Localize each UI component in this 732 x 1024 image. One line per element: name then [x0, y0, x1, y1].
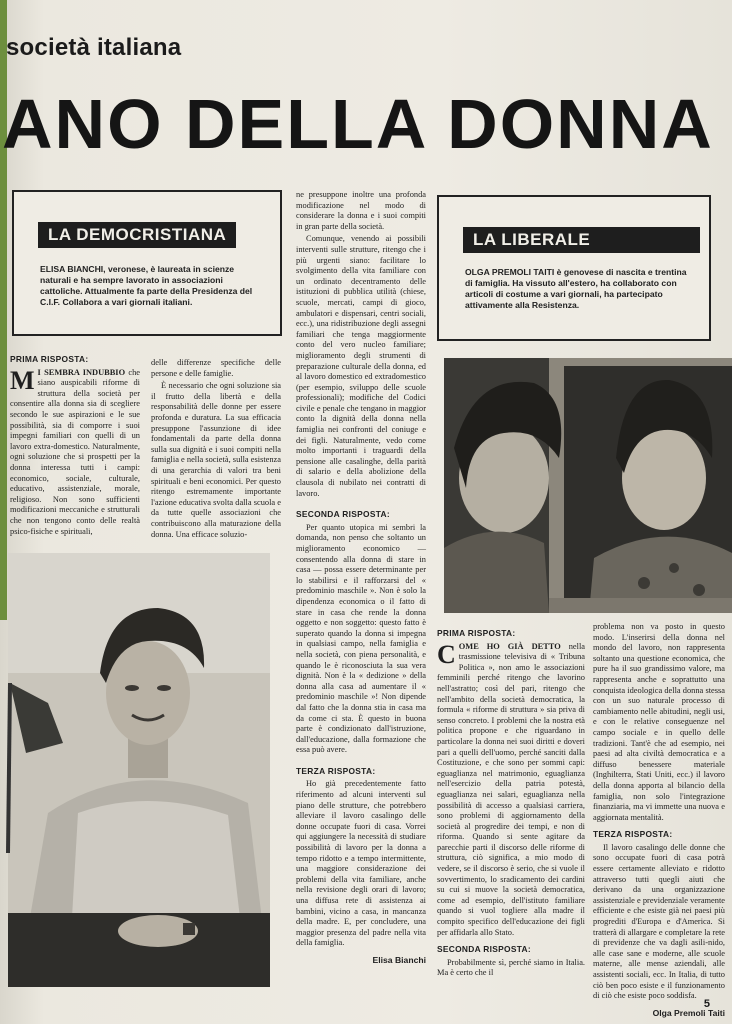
- first-answer-heading: PRIMA RISPOSTA:: [437, 628, 516, 638]
- column-4: [437, 622, 585, 994]
- body-text: che siano auspicabili riforme di struttura della società per consentire alla donna sia di scegliere secondo le sue aspirazioni e le sue possibilità, sia di comporre i suoi impegni familiari con quelli di un lavoro extra-domestico. Naturalmente, ogni soluzione che si prospetti per la donna interessa tutti i campi: economico, sociale, culturale, educativo, assistenziale, morale, religioso. Non sono sufficienti modificazioni meccaniche e strutturali che non tengono conto delle realtà psico-fisiche e spirituali,: [10, 367, 140, 536]
- dropcap: M: [10, 365, 35, 395]
- signature-premoli-taiti: Olga Premoli Taiti: [652, 1007, 725, 1018]
- signature-bianchi: Elisa Bianchi: [372, 954, 426, 965]
- column-5: [593, 622, 725, 1018]
- portrait-with-mirror-illustration: [444, 358, 732, 613]
- page-number: 5: [703, 998, 710, 1010]
- column-1: [10, 348, 140, 540]
- paragraph: Il lavoro casalingo delle donne che sono occupate fuori di casa potrà essere certamente alleviato e ridotto attraverso tutti quegli aiuti che derivano da una organizzazione assistenziale e previdenziale veramente efficiente e che esiste già nei paesi più progrediti d'Europa e d'America. Si tratterà di allargare e completare la rete di previdenze che va dagli asili-nido, alle case sane e moderne, alle scuole materne, alle mense aziendali, alle assistenti sociali, ecc. In Italia, di tutto ciò ben poco esiste e il funzionamento di ciò che esiste poco soddisfa.: [593, 842, 725, 1001]
- page-headline: ANO DELLA DONNA: [2, 85, 714, 163]
- paragraph: [437, 639, 586, 939]
- third-answer-heading: TERZA RISPOSTA:: [296, 765, 376, 776]
- first-answer-heading: PRIMA RISPOSTA:: [10, 354, 89, 364]
- paragraph: È necessario che ogni soluzione sia il frutto della libertà e della responsabilità delle donne per essere profonda e duratura. La sua efficacia presuppone l'assunzione di idee fondamentali da parte della donna sulla sua dignità e i suoi compiti nella famiglia e nella società, sulla esistenza di una gerarchia di valori tra beni spirituali e beni economici. Per questo ritengo estremamente importante l'azione educativa svolta dalla scuola e da tutte quelle associazioni che contribuiscono alla maturazione della donna. Una efficace soluzio-: [151, 381, 281, 539]
- portrait-illustration: [8, 553, 270, 987]
- paragraph: Probabilmente sì, perché siamo in Italia. Ma è certo che il: [437, 957, 585, 978]
- lead-in: I SEMBRA INDUBBIO: [37, 367, 126, 377]
- paragraph: delle differenze specifiche delle persone e delle famiglie.: [151, 358, 281, 378]
- democristiana-label: LA DEMOCRISTIANA: [38, 222, 236, 248]
- body-text: nella trasmissione televisiva di « Tribuna Politica », non amo le associazioni femminili perché ritengo che lavorino nell'astratto; così del pari, ritengo che nell'ambito della società democratica, la formula « riforme di struttura » sia priva di senso concreto. I problemi che la nostra età politica propone e che riguardano in particolare la donna nei suoi diritti e doveri pari a quelli dell'uomo, perché sanciti dalla Costituzione, e che sono per sommi capi: eguaglianza nel matrimonio, eguaglianza nell'esercizio della patria potestà, eguaglianza nei salari, eguaglianza nella possibilità di accesso a qualsiasi carriera, sono problemi di aggiornamento della società al progredire dei tempi, e non di riforma. Quando si sente agitare da parecchie parti il discorso delle riforme di struttura, ciò significa, a mio modo di vedere, se il discorso è serio, che si vuole il sovvertimento, lo sradicamento dei cardini su cui si muove la società democratica, come ad esempio, dell'istituto familiare quando si vuol togliere alla madre il compito specifico dell'educazione dei figli per affidarla allo Stato.: [437, 641, 586, 937]
- dropcap: C: [437, 639, 456, 669]
- column-3: [296, 190, 426, 990]
- liberale-label: LA LIBERALE: [463, 227, 700, 253]
- liberale-intro: OLGA PREMOLI TAITI è genovese di nascita e trentina di famiglia. Ha vissuto all'estero, ha collaborato con articoli di costume a vari giornali, ha partecipato attivamente alla Resistenza.: [465, 267, 687, 310]
- paragraph: Comunque, venendo ai possibili interventi sulle strutture, ritengo che i più urgenti siano: facilitare lo svolgimento della vita familiare con un ordinato decentramento delle istituzioni di pubblica utilità (chiese, scuole, mercati, campi di gioco, ambulatori e dispensari, centri sociali, ecc.), una ridistribuzione degli assegni familiari che tenga maggiormente conto del vero nucleo familiare; miglioramento degli strumenti di preparazione culturale della donna, ed al lavoro domestico ed extradomestico (per esempio, sviluppo delle scuole professionali); modifiche del Codici civile e penale che tengano in maggior conto la dignità della donna nella famiglia nei confronti del coniuge e dei figli. Naturalmente, vedo come molto importanti i traguardi della pensione alle casalinghe, della parità di salario e della abolizione della clausola di nubilato nei contratti di lavoro.: [296, 234, 426, 498]
- lead-in: OME HO GIÀ DETTO: [458, 641, 561, 651]
- paragraph: ne presuppone inoltre una profonda modificazione nel modo di considerare la donna e i suoi compiti in gran parte della società.: [296, 190, 426, 231]
- paragraph: Per quanto utopica mi sembri la domanda, non penso che soltanto un miglioramento economico — consentendo alla donna di stare in casa — possa essere determinante per lo stabilirsi e il rafforzarsi del « predominio maschile ». Non è solo la dipendenza economica o il fatto di stare in casa che rende la donna oggetto e non soggetto: questo fatto è superato quando la donna si impegna in qualsiasi campo, nella famiglia e nella società, con piena personalità, e quando le è riconosciuta la sua vera dignità. Non è la « dedizione » della donna alla casa ad aumentare il « predominio maschile »! Non dipende dal fatto che la donna stia in casa ma da come ci sta. È questo in buona parte è condizionato dall'istruzione, dall'educazione, dalla formazione che essa può avere.: [296, 522, 426, 755]
- paragraph: [10, 365, 140, 538]
- liberale-box: [437, 195, 711, 341]
- second-answer-heading: SECONDA RISPOSTA:: [437, 944, 531, 955]
- democristiana-intro: ELISA BIANCHI, veronese, è laureata in scienze naturali e ha sempre lavorato in associazioni cattoliche. Attualmente fa parte della Presidenza del C.I.F. Collabora a vari giornali italiani.: [40, 264, 253, 307]
- second-answer-heading: SECONDA RISPOSTA:: [296, 509, 390, 520]
- paragraph: Ho già precedentemente fatto riferimento ad alcuni interventi sul piano delle strutture, che potrebbero alleviare il lavoro casalingo delle donne occupate fuori di casa. Vorrei qui aggiungere la necessità di studiare possibilità di lavoro per la donna a tempo ridotto e a tempo intermittente, una maggiore considerazione dei problemi della vita familiare, anche nella revisione degli orari di lavoro; una diffusa rete di assistenza ai bambini, vicino a casa, in mancanza della madre. E, per concludere, una maggior presenza del padre nella vita della famiglia.: [296, 779, 426, 948]
- column-2: [151, 358, 281, 539]
- democristiana-box: [12, 190, 282, 336]
- third-answer-heading: TERZA RISPOSTA:: [593, 829, 673, 840]
- photo-olga-premoli-taiti: [444, 358, 732, 613]
- paragraph: problema non va posto in questo modo. L'inserirsi della donna nel mondo del lavoro, non rappresenta soltanto una questione economica, che pure ha il suo grandissimo valore, ma rappresenta anche e soprattutto una conquista ideologica della donna stessa con un suo naturale processo di cambiamento nelle abitudini, negli usi, e con le relative conseguenze nel campo sociale e in quello delle tradizioni. Tant'è che ad esempio, nei paesi ad alta civiltà democratica e a diffuso benessere materiale (Inghilterra, Stati Uniti, ecc.) il lavoro della donna apporta al bilancio della famiglia, non solo l'integrazione finanziaria, ma vi immette una nuova e aggiornata mentalità.: [593, 622, 725, 822]
- section-kicker: società italiana: [6, 34, 182, 61]
- photo-elisa-bianchi: [8, 553, 270, 987]
